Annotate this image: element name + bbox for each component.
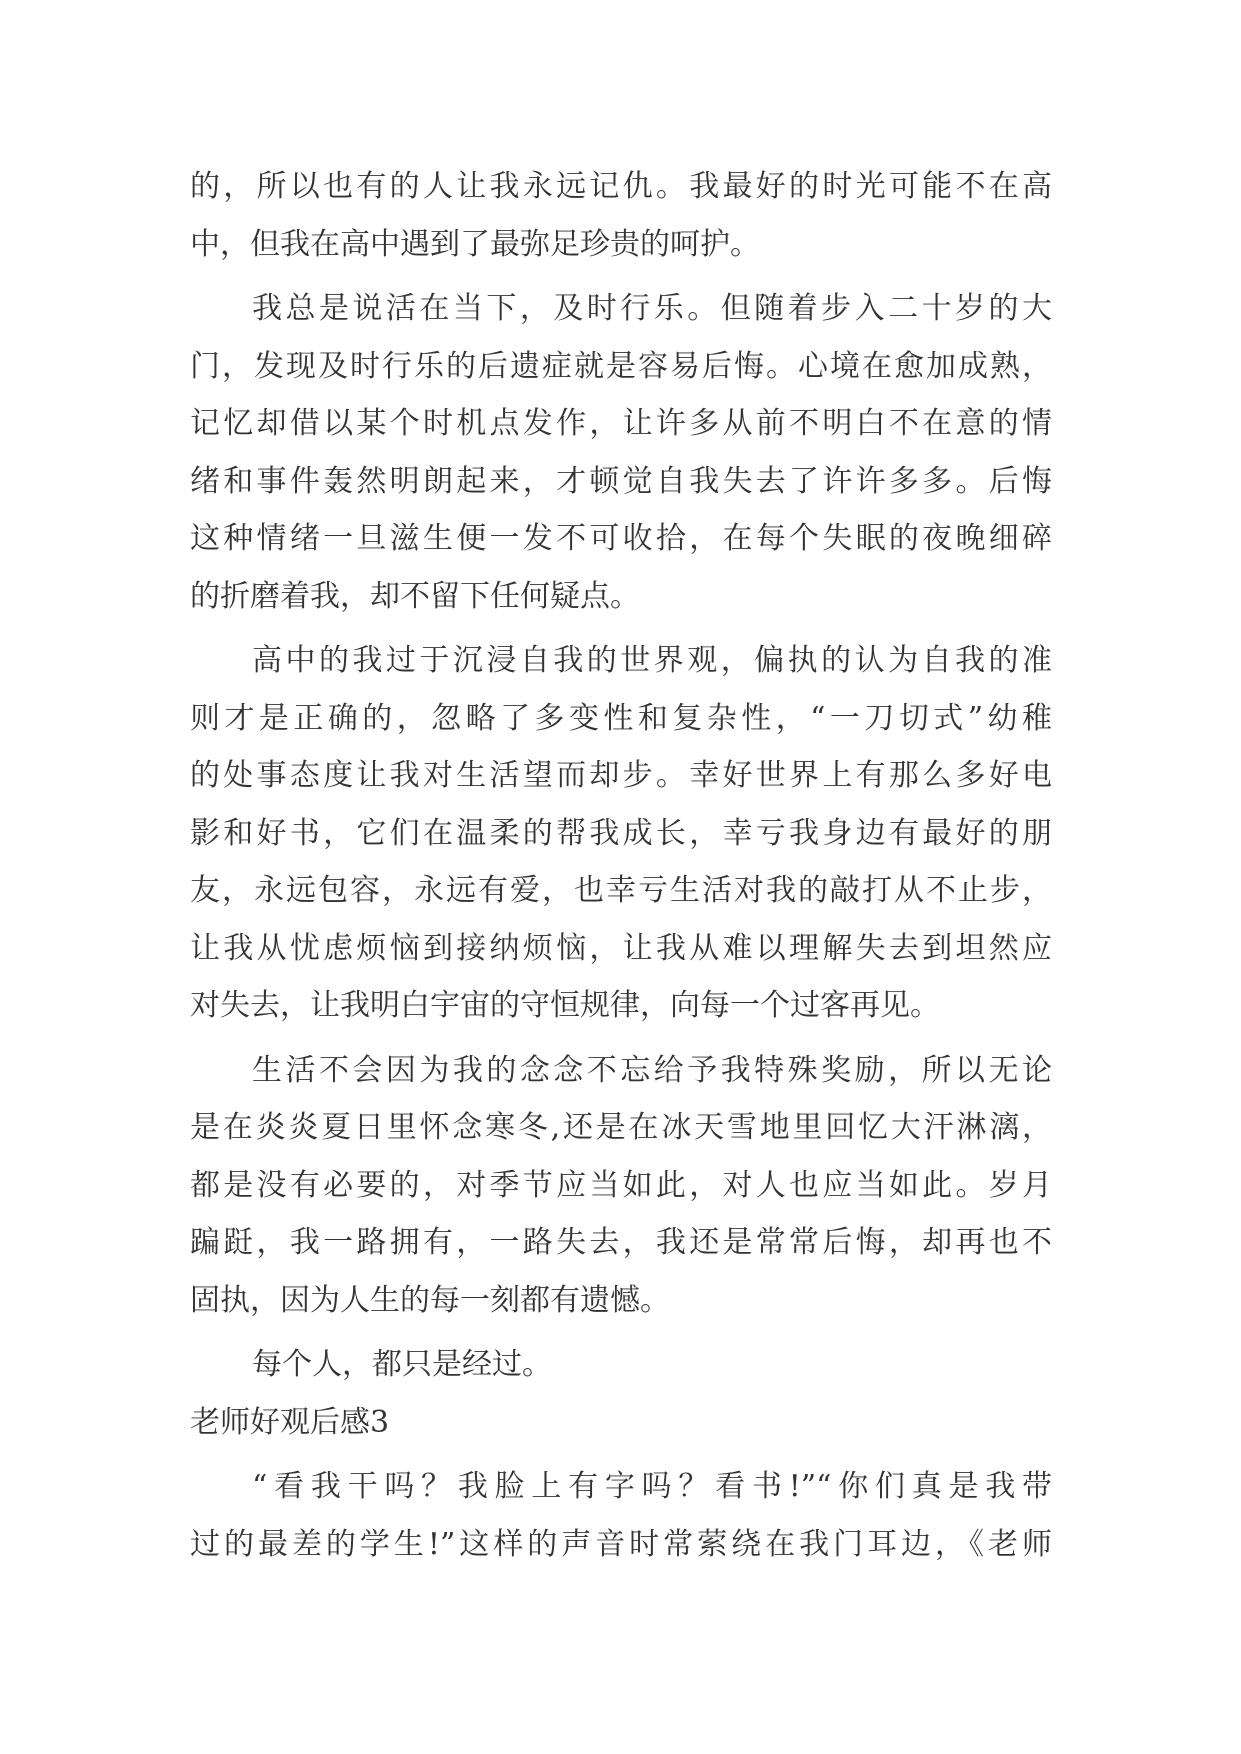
text-line: 的折磨着我，却不留下任何疑点。 (190, 578, 640, 614)
text-line: 固执，因为人生的每一刻都有遗憾。 (190, 1282, 670, 1318)
text-line: 每个人，都只是经过。 (252, 1347, 552, 1382)
text-line: 的处事态度让我对生活望而却步。幸好世界上有那么多好电 (190, 758, 1052, 793)
paragraph (190, 1336, 1052, 1394)
text-line: 让我从忧虑烦恼到接纳烦恼，让我从难以理解失去到坦然应 (190, 930, 1052, 966)
text-line: 蹁跹，我一路拥有，一路失去，我还是常常后悔，却再也不 (190, 1225, 1052, 1260)
text-line: 我总是说活在当下，及时行乐。但随着步入二十岁的大 (252, 291, 1052, 326)
text-line: 高中的我过于沉浸自我的世界观，偏执的认为自我的准 (252, 643, 1052, 678)
paragraph (190, 632, 1052, 1035)
paragraph (190, 1458, 1052, 1573)
text-line: 是在炎炎夏日里怀念寒冬,还是在冰天雪地里回忆大汗淋漓， (190, 1110, 1052, 1145)
document-body (190, 158, 1052, 1573)
text-line: 门，发现及时行乐的后遗症就是容易后悔。心境在愈加成熟， (190, 348, 1052, 384)
paragraph (190, 158, 1052, 273)
text-line: “看我干吗？我脸上有字吗？看书!”“你们真是我带 (252, 1469, 1052, 1504)
text-line: 则才是正确的，忽略了多变性和复杂性，“一刀切式”幼稚 (190, 700, 1052, 736)
text-line: 都是没有必要的，对季节应当如此，对人也应当如此。岁月 (190, 1167, 1052, 1203)
section-heading: 老师好观后感3 (190, 1404, 390, 1440)
text-line: 记忆却借以某个时机点发作，让许多从前不明白不在意的情 (190, 406, 1052, 441)
text-line: 绪和事件轰然明朗起来，才顿觉自我失去了许许多多。后悔 (190, 463, 1052, 499)
text-line: 生活不会因为我的念念不忘给予我特殊奖励，所以无论 (252, 1052, 1052, 1088)
text-line: 对失去，让我明白宇宙的守恒规律，向每一个过客再见。 (190, 988, 940, 1023)
paragraph (190, 1042, 1052, 1330)
paragraph (190, 280, 1052, 625)
text-line: 过的最差的学生!”这样的声音时常萦绕在我门耳边，《老师 (190, 1526, 1052, 1562)
text-line: 影和好书，它们在温柔的帮我成长，幸亏我身边有最好的朋 (190, 815, 1052, 851)
text-line: 友，永远包容，永远有爱，也幸亏生活对我的敲打从不止步， (190, 873, 1052, 908)
text-line: 这种情绪一旦滋生便一发不可收拾，在每个失眠的夜晚细碎 (190, 521, 1052, 556)
text-line: 中，但我在高中遇到了最弥足珍贵的呵护。 (190, 226, 760, 262)
text-line: 的，所以也有的人让我永远记仇。我最好的时光可能不在高 (190, 169, 1052, 204)
